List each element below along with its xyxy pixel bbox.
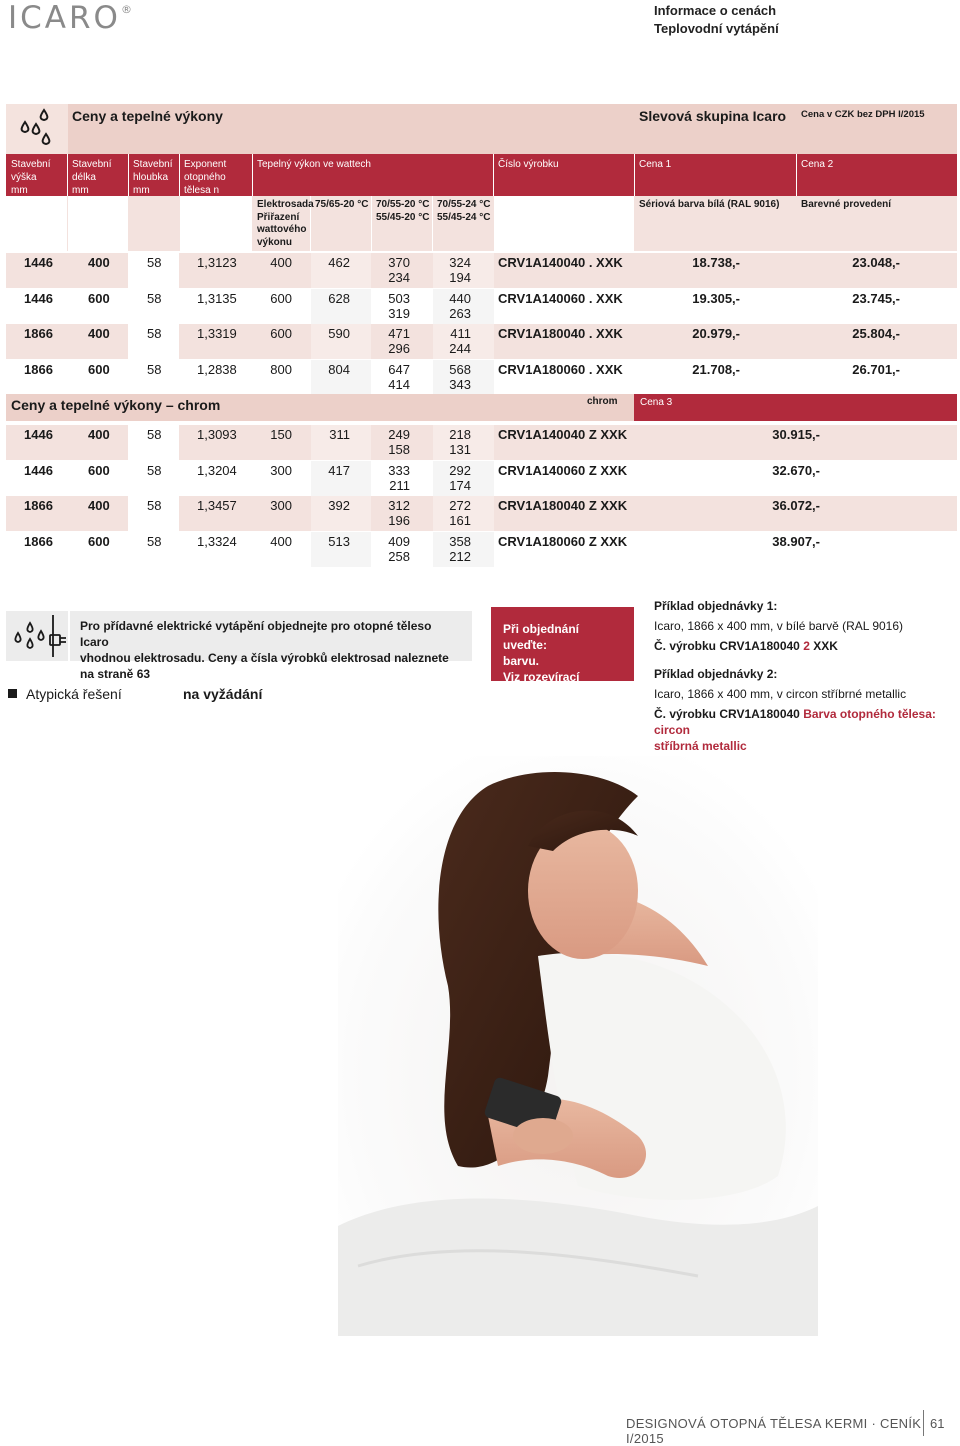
subheader-t2 [376,199,429,224]
cell-depth: 58 [147,534,162,549]
cell-t2a: 333 [388,463,410,478]
order-example-1 [654,598,903,654]
example-code-color: 2 [803,639,810,653]
cell-height: 1866 [24,326,53,341]
cell-product-code: CRV1A180040 Z XXK [498,498,628,513]
bullet-square-icon [8,689,17,698]
col-header-depth [133,158,172,197]
order-note-line1: Při objednání uveďte: [503,622,580,652]
cell-elektrosada: 300 [270,463,292,478]
registered-mark: ® [120,3,132,16]
cell-t3a: 358 [449,534,471,549]
cell-t3a: 272 [449,498,471,513]
subheader-blank [180,196,252,251]
col-separator [371,196,372,251]
cell-t2b: 319 [388,306,410,321]
discount-group: Slevová skupina Icaro [639,108,787,124]
cell-t3a: 218 [449,427,471,442]
cell-t2b: 234 [388,270,410,285]
atypical-label: Atypická řešení [26,686,122,702]
col-header-power: Tepelný výkon ve wattech [257,159,371,170]
subheader-line: Přiřazení [257,211,300,223]
cell-t1: 417 [328,463,350,478]
cell-height: 1866 [24,534,53,549]
cell-t1: 628 [328,291,350,306]
cell-t3b: 161 [449,513,471,528]
subheader-blank [494,196,634,251]
col-header-length [72,158,111,197]
chrom-title: Ceny a tepelné výkony – chrom [11,397,221,413]
col-header-line: tělesa n [184,185,220,196]
footer-separator [923,1410,924,1436]
cell-elektrosada: 400 [270,255,292,270]
col-header-height [11,158,50,197]
cell-price2: 25.804,- [852,326,900,341]
col-header-line: délka [72,172,96,183]
example-code-prefix: Č. výrobku CRV1A180040 [654,707,804,721]
col-header-line: otopného [184,172,226,183]
header-info [654,2,779,38]
cell-exponent: 1,3135 [197,291,237,306]
cell-height: 1866 [24,362,53,377]
cell-t2b: 414 [388,377,410,392]
cell-height: 1446 [24,463,53,478]
cell-t3a: 411 [450,326,471,341]
header-info-line2: Teplovodní vytápění [654,21,779,36]
cell-height: 1446 [24,255,53,270]
subheader-line: 55/45-24 °C [437,211,491,223]
cell-exponent: 1,3324 [197,534,237,549]
cell-elektrosada: 150 [270,427,292,442]
col-header-line: mm [133,185,150,196]
cell-price1: 20.979,- [692,326,740,341]
example-title: Příklad objednávky 2: [654,667,778,681]
electric-note-line2: vhodnou elektrosadu. Ceny a čísla výrobků elektrosad naleznete na straně 63 [80,651,449,681]
cell-exponent: 1,3093 [197,427,237,442]
example-code [654,706,960,738]
subheader-line: wattového [257,224,307,235]
subheader-elektrosada [257,199,314,249]
cell-t2a: 370 [388,255,410,270]
cell-price3: 38.907,- [772,534,820,549]
woman-with-phone-photo [338,756,818,1336]
col-header-price3: Cena 3 [634,394,957,421]
col-header-price1: Cena 1 [639,159,672,170]
cell-height: 1866 [24,498,53,513]
col-header-line: Stavební [11,159,51,170]
example-code [654,638,903,654]
cell-t2a: 471 [388,326,410,341]
electric-heating-icon [6,611,68,661]
cell-height: 1446 [24,427,53,442]
cell-t3b: 343 [449,377,471,392]
subheader-t1: 75/65-20 °C [315,199,369,210]
cell-product-code: CRV1A180060 Z XXK [498,534,628,549]
cell-t2b: 196 [388,513,410,528]
subheader-line: 70/55-24 °C [437,199,491,210]
cell-elektrosada: 600 [270,291,292,306]
cell-depth: 58 [147,291,162,306]
col-header-exponent [184,158,226,197]
chrom-label: chrom [587,396,618,407]
order-color-note [491,607,634,700]
cell-t2a: 503 [388,291,410,306]
example-desc: Icaro, 1866 x 400 mm, v circon stříbrné metallic [654,687,907,701]
footer-text: DESIGNOVÁ OTOPNÁ TĚLESA KERMI · CENÍK I/2015 [626,1416,922,1446]
cell-product-code: CRV1A140060 Z XXK [498,463,628,478]
col-header-line: mm [72,185,89,196]
col-header-price2: Cena 2 [801,159,834,170]
cell-price2: 26.701,- [852,362,900,377]
cell-exponent: 1,3319 [197,326,237,341]
cell-price1: 21.708,- [692,362,740,377]
col-header-line: Stavební [72,159,112,170]
cell-length: 600 [88,463,110,478]
cell-exponent: 1,2838 [197,362,237,377]
cell-price3: 30.915,- [772,427,820,442]
cell-price2: 23.048,- [852,255,900,270]
example-title: Příklad objednávky 1: [654,599,778,613]
cell-t3a: 568 [449,362,471,377]
cell-length: 400 [88,255,110,270]
subheader-blank [68,196,128,251]
cell-price1: 18.738,- [692,255,740,270]
cell-t1: 804 [328,362,350,377]
cell-price3: 32.670,- [772,463,820,478]
cell-elektrosada: 800 [270,362,292,377]
currency-note: Cena v CZK bez DPH I/2015 [801,109,925,120]
cell-product-code: CRV1A140040 . XXK [498,255,623,270]
cell-t1: 590 [328,326,350,341]
cell-elektrosada: 600 [270,326,292,341]
cell-length: 400 [88,427,110,442]
subheader-price1: Sériová barva bílá (RAL 9016) [639,199,780,210]
subheader-line: Elektrosada [257,199,314,210]
cell-length: 400 [88,326,110,341]
subheader-t3 [437,199,490,224]
cell-t3b: 244 [449,341,471,356]
cell-product-code: CRV1A140040 Z XXK [498,427,628,442]
example-code-color-line2: stříbrná metallic [654,739,747,753]
col-header-line: Stavební [133,159,173,170]
electric-note-line1: Pro přídavné elektrické vytápění objednejte pro otopné těleso Icaro [80,619,432,649]
cell-product-code: CRV1A180060 . XXK [498,362,623,377]
cell-length: 600 [88,291,110,306]
cell-t2a: 647 [388,362,410,377]
cell-t2a: 312 [388,498,410,513]
col-header-line: výška [11,172,37,183]
cell-t3a: 324 [449,255,471,270]
cell-height: 1446 [24,291,53,306]
example-code-suffix: XXK [809,639,838,653]
atypical-value: na vyžádání [183,686,263,702]
subheader-line: 55/45-20 °C [376,211,430,223]
cell-price3: 36.072,- [772,498,820,513]
cell-t1: 311 [329,427,350,442]
cell-t3b: 174 [449,478,471,493]
order-example-2 [654,666,960,754]
cell-t3b: 263 [449,306,471,321]
cell-t1: 462 [328,255,350,270]
cell-t3b: 194 [449,270,471,285]
cell-depth: 58 [147,255,162,270]
order-note-line2: barvu. [503,654,540,668]
order-note-line3: Viz rozevírací strana. [503,670,580,700]
subheader-line: výkonu [257,236,293,248]
subheader-line: 70/55-20 °C [376,199,430,210]
cell-product-code: CRV1A180040 . XXK [498,326,623,341]
cell-t2a: 249 [388,427,410,442]
cell-t3b: 131 [449,442,471,457]
cell-exponent: 1,3204 [197,463,237,478]
cell-depth: 58 [147,498,162,513]
cell-t1: 513 [328,534,350,549]
cell-t2b: 211 [389,478,410,493]
cell-t3a: 292 [449,463,471,478]
example-code-color: Barva otopného tělesa: circon [654,707,936,737]
cell-depth: 58 [147,427,162,442]
subheader-blank [6,196,67,251]
table-title: Ceny a tepelné výkony [72,108,223,124]
cell-length: 600 [88,362,110,377]
electric-heating-note [70,611,472,681]
cell-product-code: CRV1A140060 . XXK [498,291,623,306]
example-desc: Icaro, 1866 x 400 mm, v bílé barvě (RAL 9016) [654,619,904,633]
cell-exponent: 1,3457 [197,498,237,513]
header-info-line1: Informace o cenách [654,3,777,18]
cell-depth: 58 [147,326,162,341]
cell-t2a: 409 [388,534,410,549]
cell-length: 600 [88,534,110,549]
cell-t2b: 258 [388,549,410,564]
cell-depth: 58 [147,362,162,377]
brand-logo [8,0,132,36]
col-header-product: Číslo výrobku [498,159,559,170]
water-drops-icon [6,104,68,154]
cell-price1: 19.305,- [692,291,740,306]
cell-price2: 23.745,- [852,291,900,306]
cell-elektrosada: 300 [270,498,292,513]
col-header-line: mm [11,185,28,196]
cell-t3b: 212 [449,549,471,564]
col-separator [432,196,433,251]
page-number: 61 [930,1416,945,1431]
cell-t2b: 296 [388,341,410,356]
cell-depth: 58 [147,463,162,478]
cell-length: 400 [88,498,110,513]
cell-t3a: 440 [449,291,471,306]
cell-exponent: 1,3123 [197,255,237,270]
cell-t2b: 158 [388,442,410,457]
cell-elektrosada: 400 [270,534,292,549]
col-header-line: hloubka [133,172,169,183]
cell-t1: 392 [328,498,350,513]
subheader-price2: Barevné provedení [801,199,892,210]
col-header-line: Exponent [184,159,227,170]
brand-name: ICARO [8,0,121,36]
example-code-prefix: Č. výrobku CRV1A180040 [654,639,804,653]
